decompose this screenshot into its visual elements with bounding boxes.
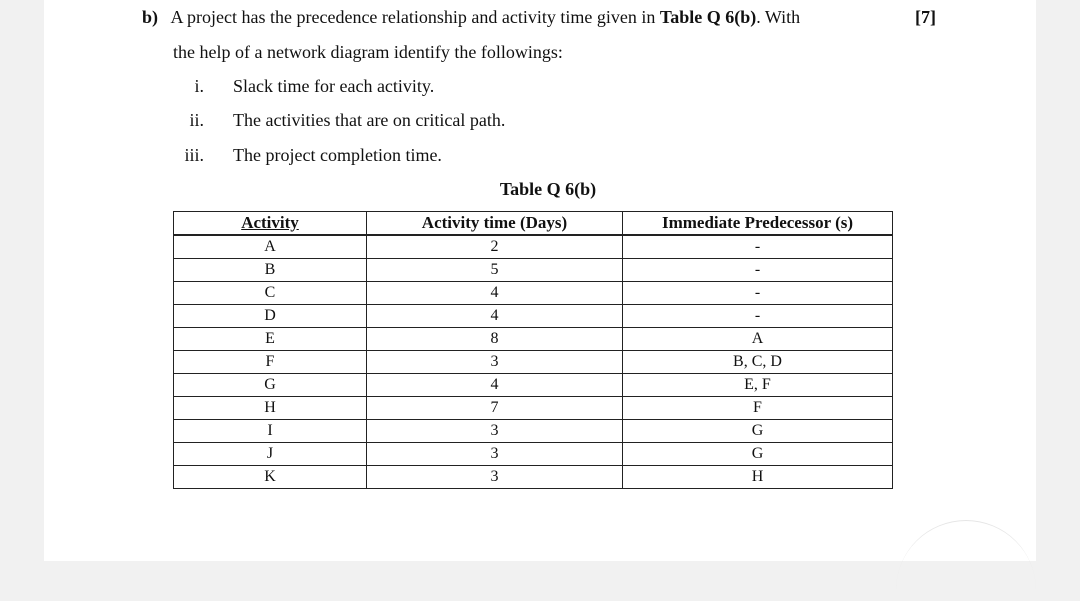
cell-time: 3 (367, 443, 623, 466)
table-row (174, 397, 893, 420)
table-row (174, 374, 893, 397)
cell-predecessor: E, F (623, 374, 893, 397)
cell-activity: I (174, 420, 367, 443)
item-number-3: iii. (184, 145, 204, 165)
cell-activity: B (174, 259, 367, 282)
table-row (174, 466, 893, 489)
cell-predecessor: - (623, 259, 893, 282)
cell-time: 4 (367, 305, 623, 328)
cell-time: 2 (367, 235, 623, 259)
cell-activity: K (174, 466, 367, 489)
question-line-1 (142, 6, 800, 28)
cell-activity: H (174, 397, 367, 420)
cell-activity: E (174, 328, 367, 351)
cell-activity: J (174, 443, 367, 466)
activity-table (173, 211, 893, 489)
item-number-1: i. (194, 76, 204, 96)
cell-activity: F (174, 351, 367, 374)
header-activity-time: Activity time (Days) (367, 212, 623, 236)
marks-label: [7] (915, 7, 936, 27)
table-header-row (174, 212, 893, 236)
cell-predecessor: B, C, D (623, 351, 893, 374)
table-row (174, 443, 893, 466)
cell-time: 7 (367, 397, 623, 420)
table-row (174, 328, 893, 351)
item-number-2: ii. (189, 110, 204, 130)
cell-activity: A (174, 235, 367, 259)
item-text-3: The project completion time. (233, 145, 442, 165)
cell-time: 3 (367, 420, 623, 443)
cell-predecessor: A (623, 328, 893, 351)
table-row (174, 305, 893, 328)
cell-predecessor: - (623, 282, 893, 305)
cell-predecessor: - (623, 235, 893, 259)
cell-time: 4 (367, 282, 623, 305)
cell-time: 3 (367, 351, 623, 374)
cell-activity: D (174, 305, 367, 328)
question-text-start: A project has the precedence relationship and activity time given in (170, 7, 660, 27)
cell-predecessor: G (623, 420, 893, 443)
cell-time: 5 (367, 259, 623, 282)
part-label: b) (142, 7, 159, 27)
cell-time: 3 (367, 466, 623, 489)
cell-time: 8 (367, 328, 623, 351)
table-row (174, 259, 893, 282)
question-line-2: the help of a network diagram identify the followings: (173, 42, 563, 62)
document-page (44, 0, 1036, 561)
cell-activity: C (174, 282, 367, 305)
question-text-end: . With (756, 7, 801, 27)
cell-predecessor: - (623, 305, 893, 328)
table-row (174, 282, 893, 305)
cell-predecessor: H (623, 466, 893, 489)
header-predecessor: Immediate Predecessor (s) (623, 212, 893, 236)
item-text-1: Slack time for each activity. (233, 76, 435, 96)
header-activity: Activity (174, 212, 367, 236)
cell-time: 4 (367, 374, 623, 397)
cell-activity: G (174, 374, 367, 397)
item-text-2: The activities that are on critical path. (233, 110, 506, 130)
table-row (174, 235, 893, 259)
table-row (174, 420, 893, 443)
table-reference: Table Q 6(b) (659, 7, 757, 27)
cell-predecessor: F (623, 397, 893, 420)
table-caption: Table Q 6(b) (499, 179, 597, 199)
cell-predecessor: G (623, 443, 893, 466)
table-row (174, 351, 893, 374)
